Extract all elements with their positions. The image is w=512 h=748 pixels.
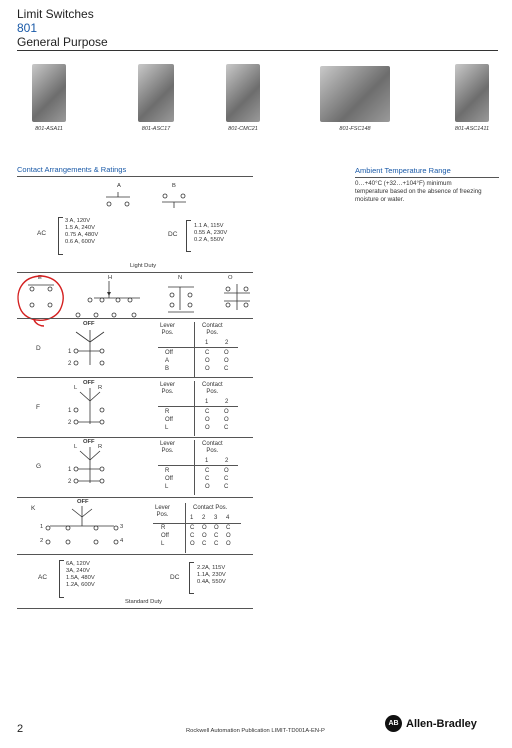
terminal-label: 1 — [40, 524, 44, 530]
ac-label: AC — [37, 230, 47, 237]
contact-state: O — [205, 417, 210, 423]
contact-state: O — [224, 409, 229, 415]
rotary-lever-diagram — [66, 443, 126, 488]
page-subtitle: General Purpose — [17, 35, 108, 49]
brand-name: Allen-Bradley — [406, 717, 477, 730]
catalog-number: 801 — [17, 21, 38, 35]
divider — [17, 437, 253, 438]
bracket — [58, 217, 63, 255]
contact-state: O — [224, 468, 229, 474]
contact-col-1: 1 — [190, 515, 194, 521]
contact-b-label: B — [172, 183, 176, 189]
row-label: K — [31, 505, 36, 512]
svg-text:2: 2 — [68, 420, 72, 426]
contact-state: O — [205, 484, 210, 490]
lever-left-label: L — [74, 385, 78, 391]
contact-state: C — [205, 468, 210, 474]
product-801-fsc148 — [315, 66, 395, 132]
product-801-asc1411 — [445, 64, 499, 132]
rating: 1.1A, 230V — [197, 572, 226, 578]
lever-pos: B — [165, 366, 170, 372]
lever-pos: Off — [165, 417, 173, 423]
lever-right-label: R — [98, 444, 103, 450]
lever-pos: R — [161, 525, 166, 531]
table-divider — [194, 381, 195, 436]
divider — [17, 377, 253, 378]
contact-section-title: Contact Arrangements & Ratings — [17, 165, 127, 174]
product-photo — [226, 64, 260, 122]
page-title: Limit Switches — [17, 7, 94, 21]
bracket — [186, 220, 191, 252]
contact-col-2: 2 — [225, 399, 229, 405]
arrangement-h-label: H — [108, 275, 113, 281]
brand-logo — [385, 715, 477, 732]
divider — [17, 608, 253, 609]
table-rows — [161, 524, 169, 548]
bracket — [59, 560, 64, 598]
product-code: 801-ASC1411 — [454, 126, 490, 132]
contact-col-1: 1 — [205, 399, 209, 405]
product-photo — [138, 64, 174, 122]
contact-col-2: 2 — [225, 458, 229, 464]
table-rule — [158, 347, 238, 348]
contact-2-values — [224, 349, 229, 373]
lever-right-label: R — [98, 385, 103, 391]
contact-state: C — [205, 409, 210, 415]
rotary-lever-diagram — [66, 384, 126, 429]
contact-state: O — [205, 425, 210, 431]
rating: 0.6 A, 600V — [65, 239, 95, 245]
contact-col-3: 3 — [214, 515, 218, 521]
table-rows — [165, 408, 173, 432]
contact-state: O — [202, 525, 207, 531]
contact-state: C — [224, 476, 229, 482]
dc-label: DC — [168, 231, 178, 238]
arrangement-n-label: N — [178, 275, 183, 281]
contact-pos-header: Contact Pos. — [202, 441, 223, 454]
contact-state: O — [226, 541, 231, 547]
table-divider — [194, 440, 195, 495]
lever-pos: R — [165, 468, 170, 474]
rating: 6A, 120V — [66, 561, 90, 567]
contact-2-values — [224, 408, 229, 432]
rating: 0.2 A, 550V — [194, 237, 224, 243]
lever-pos: R — [165, 409, 170, 415]
rating: 1.5 A, 240V — [65, 225, 95, 231]
product-801-asa11 — [24, 64, 74, 132]
rating: 0.75 A, 480V — [65, 232, 99, 238]
svg-text:1: 1 — [68, 408, 72, 414]
table-divider — [194, 322, 195, 377]
arrangement-o-label: O — [228, 275, 233, 281]
terminal-label: 2 — [40, 538, 44, 544]
arrangement-e-label: E — [38, 275, 42, 281]
bracket — [189, 562, 194, 594]
product-code: 801-CMC21 — [228, 126, 258, 132]
rating: 1.2A, 600V — [66, 582, 95, 588]
section-rule — [17, 176, 253, 177]
terminal-label: 3 — [120, 524, 124, 530]
contact-state: O — [214, 525, 219, 531]
contact-state: O — [190, 541, 195, 547]
lever-pos: Off — [165, 476, 173, 482]
divider — [17, 497, 253, 498]
product-photo — [455, 64, 489, 122]
contact-state: O — [226, 533, 231, 539]
row-label: F — [36, 404, 40, 411]
rating: 1.1 A, 115V — [194, 223, 224, 229]
contact-pos-header: Contact Pos. — [193, 505, 228, 511]
k-col-2-values — [202, 524, 207, 548]
divider — [17, 318, 253, 319]
contact-state: C — [190, 533, 195, 539]
contact-state: O — [224, 350, 229, 356]
contact-1-values — [205, 408, 210, 432]
ac-label: AC — [38, 574, 48, 581]
product-photo — [320, 66, 390, 122]
rating: 0.55 A, 230V — [194, 230, 228, 236]
lever-pos: Off — [161, 533, 169, 539]
contact-1-values — [205, 349, 210, 373]
contact-2-values — [224, 467, 229, 491]
ambient-rule — [355, 177, 499, 178]
rating: 2.2A, 115V — [197, 565, 226, 571]
product-code: 801-ASA11 — [35, 126, 63, 132]
contact-state: O — [202, 533, 207, 539]
header-rule — [17, 50, 498, 51]
table-rows — [165, 349, 173, 373]
contact-state: C — [224, 366, 229, 372]
contact-state: C — [214, 533, 219, 539]
lever-pos-header: Lever Pos. — [160, 323, 176, 336]
lever-pos: Off — [165, 350, 173, 356]
contact-col-2: 2 — [225, 340, 229, 346]
contact-state: C — [190, 525, 195, 531]
contact-col-4: 4 — [226, 515, 230, 521]
contact-state: O — [224, 417, 229, 423]
row-label: D — [36, 345, 41, 352]
product-801-cmc21 — [218, 64, 268, 132]
dc-label: DC — [170, 574, 180, 581]
terminal-label: 4 — [120, 538, 124, 544]
row-label: G — [36, 463, 42, 470]
divider — [17, 554, 253, 555]
contact-col-1: 1 — [205, 340, 209, 346]
contact-col-2: 2 — [202, 515, 206, 521]
rating: 3 A, 120V — [65, 218, 91, 224]
table-rule — [158, 465, 238, 466]
contact-state: O — [224, 358, 229, 364]
ambient-title: Ambient Temperature Range — [355, 166, 451, 175]
lever-off-label: OFF — [77, 499, 89, 505]
contact-state: C — [224, 484, 229, 490]
svg-text:2: 2 — [68, 479, 72, 485]
rating: 3A, 240V — [66, 568, 90, 574]
svg-text:1: 1 — [68, 349, 72, 355]
table-rule — [158, 406, 238, 407]
product-code: 801-ASC17 — [141, 126, 171, 132]
contact-ab-diagram — [100, 190, 210, 210]
contact-state: O — [205, 366, 210, 372]
ambient-text — [355, 180, 500, 204]
k-col-4-values — [226, 524, 231, 548]
lever-pos-header: Lever Pos. — [155, 505, 171, 518]
table-divider — [185, 503, 186, 553]
contact-a-label: A — [117, 183, 121, 189]
lever-off-label: OFF — [83, 380, 95, 386]
contact-col-1: 1 — [205, 458, 209, 464]
lever-pos: L — [165, 425, 169, 431]
lever-pos: L — [165, 484, 169, 490]
table-rows — [165, 467, 173, 491]
product-photo — [32, 64, 66, 122]
ambient-line: temperature based on the absence of freezing — [355, 188, 482, 195]
dc-ratings — [194, 223, 227, 244]
k-col-1-values — [190, 524, 195, 548]
k-col-3-values — [214, 524, 219, 548]
lever-pos: A — [165, 358, 170, 364]
light-duty-caption: Light Duty — [130, 263, 157, 269]
k-lever-diagram — [34, 504, 134, 548]
contact-state: O — [205, 358, 210, 364]
lever-left-label: L — [74, 444, 78, 450]
contact-state: C — [214, 541, 219, 547]
page-number: 2 — [17, 723, 24, 735]
contact-state: C — [226, 525, 231, 531]
lever-pos-header: Lever Pos. — [160, 382, 176, 395]
product-code: 801-FSC148 — [339, 126, 371, 132]
svg-text:2: 2 — [68, 361, 72, 367]
ac-ratings — [66, 561, 95, 589]
product-801-asc17 — [131, 64, 181, 132]
contact-state: C — [205, 476, 210, 482]
allen-bradley-logo-icon: AB — [385, 715, 402, 732]
contact-pos-header: Contact Pos. — [202, 323, 223, 336]
dc-ratings — [197, 565, 226, 586]
standard-duty-caption: Standard Duty — [125, 599, 163, 605]
lever-off-label: OFF — [83, 321, 95, 327]
rotary-lever-diagram — [66, 325, 126, 370]
svg-text:1: 1 — [68, 467, 72, 473]
contact-state: C — [202, 541, 207, 547]
rating: 0.4A, 550V — [197, 579, 226, 585]
ac-ratings — [65, 218, 98, 246]
lever-off-label: OFF — [83, 439, 95, 445]
ambient-line: 0…+40°C (+32…+104°F) minimum — [355, 180, 452, 187]
contact-1-values — [205, 467, 210, 491]
contact-state: C — [205, 350, 210, 356]
lever-pos-header: Lever Pos. — [160, 441, 176, 454]
lever-pos: L — [161, 541, 165, 547]
contact-pos-header: Contact Pos. — [202, 382, 223, 395]
publication-id: Rockwell Automation Publication LIMIT-TD001A-EN-P — [186, 728, 325, 734]
contact-state: C — [224, 425, 229, 431]
rating: 1.5A, 480V — [66, 575, 95, 581]
ambient-line: moisture or water. — [355, 196, 405, 203]
